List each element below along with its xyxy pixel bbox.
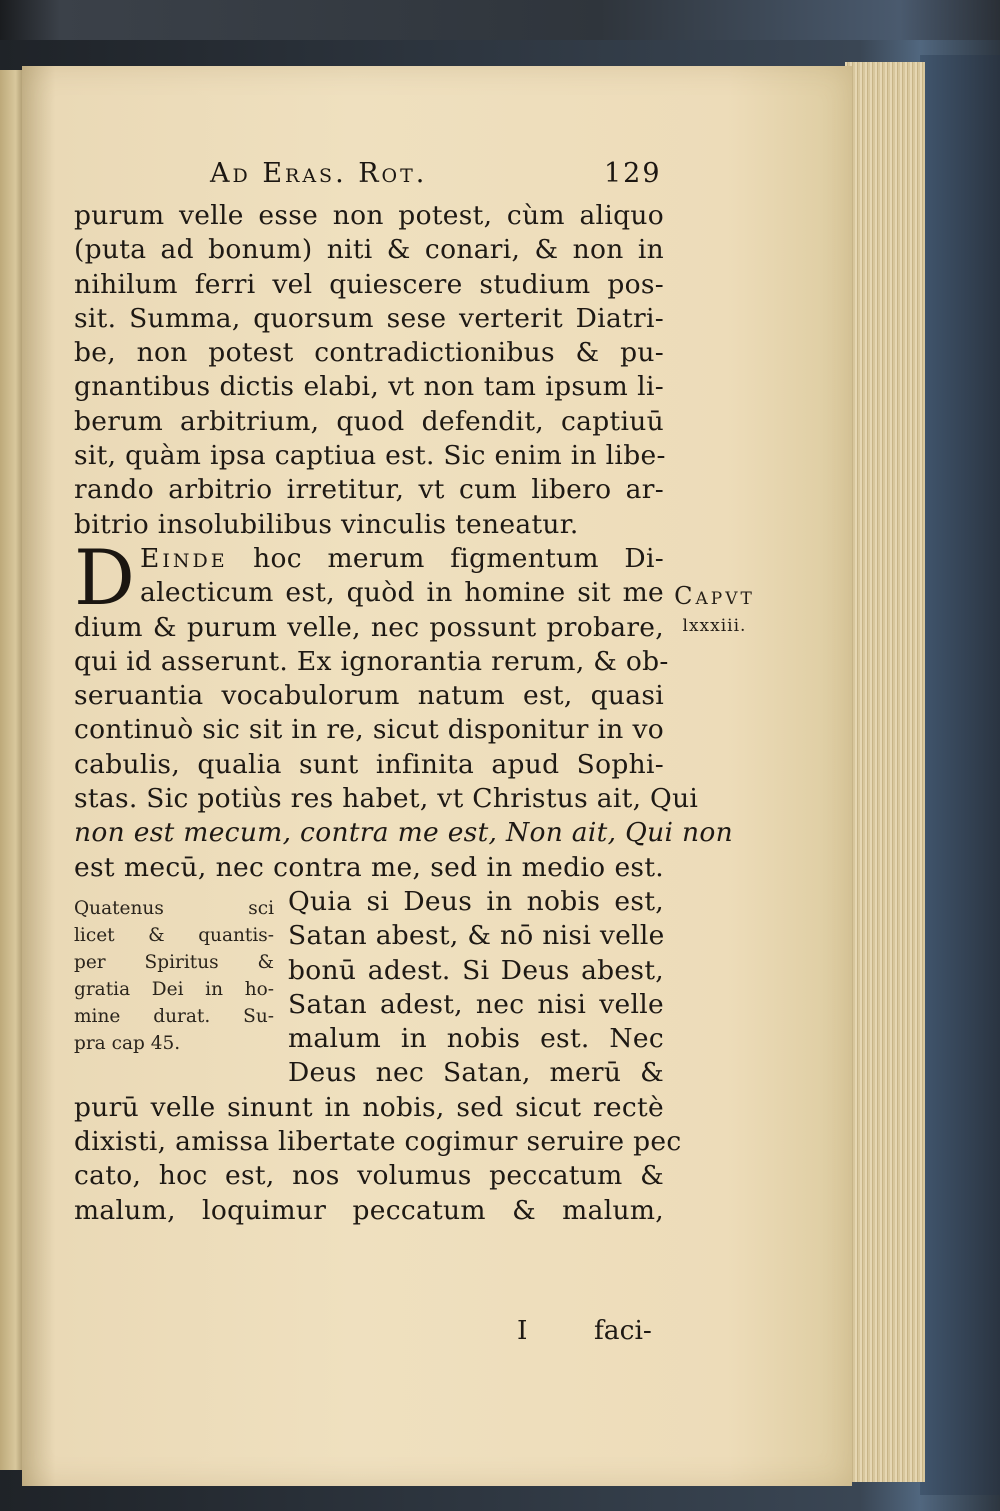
text-line: est mecū, nec contra me, sed in medio est. bbox=[74, 851, 664, 883]
marginal-note bbox=[74, 895, 274, 1057]
text-line: Quia si Deus in nobis est, bbox=[288, 885, 664, 917]
text-line: continuò sic sit in re, sicut disponitur in vo bbox=[74, 714, 664, 746]
text-line: alecticum est, quòd in homine sit me bbox=[140, 577, 664, 609]
note-line: per Spiritus & bbox=[74, 951, 274, 973]
text-line: cabulis, qualia sunt infinita apud Sophi- bbox=[74, 748, 664, 780]
paragraph-before bbox=[74, 199, 664, 542]
text-line: qui id asserunt. Ex ignorantia rerum, & ob- bbox=[74, 645, 669, 677]
text-line: seruantia vocabulorum natum est, quasi bbox=[74, 680, 664, 712]
note-line: licet & quantis- bbox=[74, 924, 274, 946]
text-line: Deus nec Satan, merū & bbox=[288, 1057, 664, 1089]
line-rest: hoc merum figmentum Di- bbox=[253, 542, 664, 574]
text-line: stas. Sic potiùs res habet, vt Christus ait, Qui bbox=[74, 783, 699, 815]
text-line: purū velle sinunt in nobis, sed sicut rectè bbox=[74, 1091, 664, 1123]
page-edges bbox=[845, 62, 925, 1482]
text-line: dixisti, amissa libertate cogimur seruire pec bbox=[74, 1126, 682, 1158]
opening-word: Einde bbox=[140, 542, 228, 574]
text-line: malum in nobis est. Nec bbox=[288, 1023, 664, 1055]
text-line: sit. Summa, quorsum sese verterit Diatri- bbox=[74, 302, 664, 334]
page-header bbox=[22, 158, 852, 198]
chapter-number: lxxxiii. bbox=[682, 616, 747, 636]
note-line: Quatenus sci bbox=[74, 897, 274, 919]
narrow-column bbox=[288, 885, 664, 1091]
text-line: Satan abest, & nō nisi velle bbox=[288, 920, 665, 952]
text-line: bonū adest. Si Deus abest, bbox=[288, 954, 664, 986]
catchword: faci- bbox=[594, 1315, 652, 1346]
paragraph-after bbox=[74, 1091, 682, 1228]
text-line: nihilum ferri vel quiescere studium pos- bbox=[74, 268, 664, 300]
note-line: pra cap 45. bbox=[74, 1032, 181, 1054]
signature-mark: I bbox=[517, 1315, 528, 1346]
note-line: mine durat. Su- bbox=[74, 1005, 274, 1027]
chapter-caput: Capvt bbox=[674, 582, 755, 610]
drop-cap-letter: D bbox=[74, 532, 135, 622]
running-head: Ad Eras. Rot. bbox=[210, 158, 428, 189]
text-line: gnantibus dictis elabi, vt non tam ipsum li- bbox=[74, 371, 664, 403]
note-and-narrow-block bbox=[74, 885, 664, 1091]
text-line: rando arbitrio irretitur, vt cum libero ar- bbox=[74, 474, 664, 506]
text-line: bitrio insolubilibus vinculis teneatur. bbox=[74, 508, 579, 540]
text-line bbox=[74, 542, 664, 576]
text-line: sit, quàm ipsa captiua est. Sic enim in libe- bbox=[74, 440, 666, 472]
text-line: be, non potest contradictionibus & pu- bbox=[74, 337, 664, 369]
text-line: berum arbitrium, quod defendit, captiuū bbox=[74, 405, 664, 437]
text-line: purum velle esse non potest, cùm aliquo bbox=[74, 200, 664, 231]
text-line: cato, hoc est, nos volumus peccatum & bbox=[74, 1160, 664, 1192]
paragraph-dropcap bbox=[74, 532, 664, 622]
text-line: (puta ad bonum) niti & conari, & non in bbox=[74, 234, 664, 266]
text-line: Satan adest, nec nisi velle bbox=[288, 988, 664, 1020]
note-line: gratia Dei in ho- bbox=[74, 978, 274, 1000]
text-line: malum, loquimur peccatum & malum, bbox=[74, 1194, 664, 1226]
text-line: dium & purum velle, nec possunt probare, bbox=[74, 611, 664, 643]
text-line: non est mecum, contra me est, Non ait, Qui non bbox=[74, 817, 733, 849]
cover-board bbox=[920, 55, 1000, 1495]
folio-number: 129 bbox=[604, 158, 662, 189]
book-page bbox=[22, 66, 852, 1486]
